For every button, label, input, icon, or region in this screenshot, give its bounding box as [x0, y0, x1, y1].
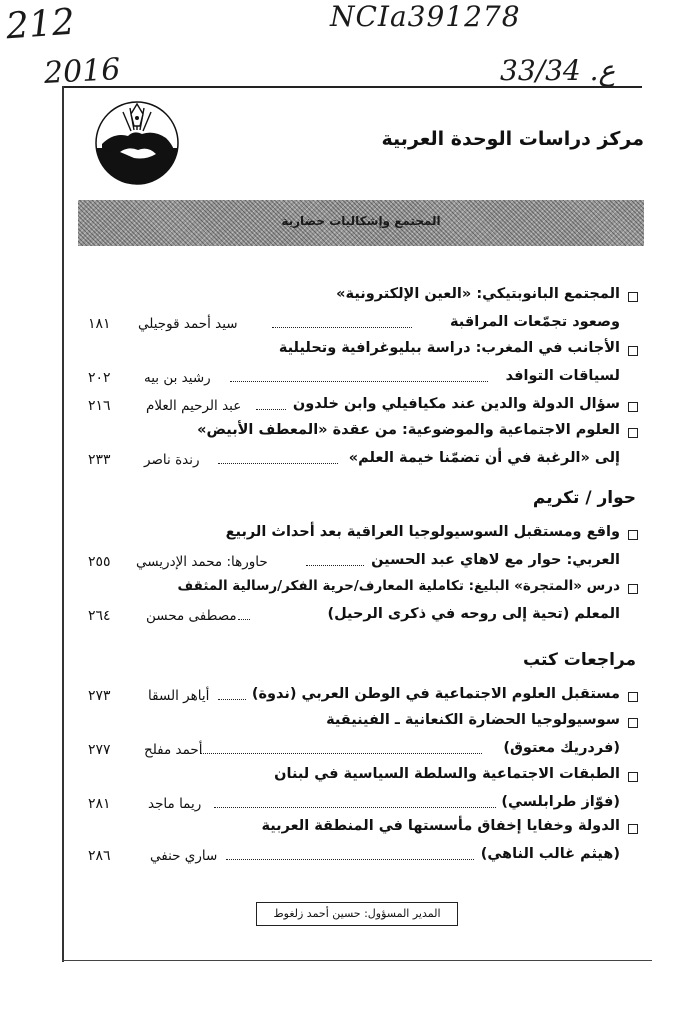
section-heading-book-reviews: مراجعات كتب: [523, 650, 636, 670]
toc-entry-author-of-book: (فردريك معتوق): [503, 740, 620, 756]
leader-dots: [256, 409, 286, 410]
square-bullet-icon: [628, 428, 638, 438]
toc-entry-page: ٢٨١: [88, 796, 111, 812]
toc-entry-title-continued: وصعود تجمّعات المراقبة: [450, 314, 620, 330]
top-rule: [62, 86, 642, 88]
toc-entry-title: المجتمع البانوبتيكي: «العين الإلكترونية»: [336, 286, 620, 302]
left-margin-rule: [62, 86, 64, 962]
editor-in-charge-box: المدير المسؤول: حسين أحمد زلغوط: [256, 902, 458, 926]
toc-entry-title: مستقبل العلوم الاجتماعية في الوطن العربي (ندوة): [251, 686, 620, 702]
handwritten-issue-number: ع. 33/34: [500, 54, 616, 87]
toc-entry-page: ١٨١: [88, 316, 111, 332]
toc-entry-author-of-book: (هيثم غالب الناهي): [480, 846, 620, 862]
toc-entry-page: ٢٣٣: [88, 452, 111, 468]
leader-dots: [272, 327, 412, 328]
section-heading-interview: حوار / تكريم: [532, 488, 636, 508]
toc-entry-author: عبد الرحيم العلام: [146, 398, 242, 414]
toc-entry-author: مصطفى محسن: [146, 608, 237, 624]
toc-entry-title: درس «المتجرة» البليغ: تكاملية المعارف/حرية الفكر/رسالية المثقف: [177, 578, 620, 594]
square-bullet-icon: [628, 292, 638, 302]
toc-entry-title: سؤال الدولة والدين عند مكيافيلي وابن خلدون: [292, 396, 620, 412]
square-bullet-icon: [628, 824, 638, 834]
toc-entry-page: ٢٠٢: [88, 370, 111, 386]
leader-dots: [238, 619, 250, 620]
toc-entry-author: أياهر السقا: [148, 688, 210, 704]
toc-entry-author: سيد أحمد قوجيلي: [138, 316, 238, 332]
toc-entry-title: واقع ومستقبل السوسيولوجيا العراقية بعد أحداث الربيع: [225, 524, 620, 540]
toc-entry-page: ٢٦٤: [88, 608, 111, 624]
leader-dots: [200, 753, 482, 754]
toc-entry-page: ٢٥٥: [88, 554, 111, 570]
leader-dots: [226, 859, 474, 860]
toc-entry-title: العلوم الاجتماعية والموضوعية: من عقدة «المعطف الأبيض»: [197, 422, 620, 438]
handwritten-year: 2016: [43, 52, 122, 91]
leader-dots: [230, 381, 488, 382]
square-bullet-icon: [628, 692, 638, 702]
toc-entry-author: ساري حنفي: [150, 848, 218, 864]
bottom-rule: [62, 960, 652, 961]
arab-unity-centre-logo-icon: [94, 100, 180, 186]
toc-entry-author: حاورها: محمد الإدريسي: [136, 554, 268, 570]
toc-entry-page: ٢٨٦: [88, 848, 111, 864]
toc-entry-page: ٢١٦: [88, 398, 111, 414]
leader-dots: [218, 463, 338, 464]
square-bullet-icon: [628, 718, 638, 728]
square-bullet-icon: [628, 772, 638, 782]
toc-entry-title: الأجانب في المغرب: دراسة ببليوغرافية وتحليلية: [278, 340, 620, 356]
toc-entry-title: سوسيولوجيا الحضارة الكنعانية ـ الفينيقية: [326, 712, 620, 728]
square-bullet-icon: [628, 584, 638, 594]
toc-entry-author: ريما ماجد: [148, 796, 202, 812]
square-bullet-icon: [628, 346, 638, 356]
toc-entry-title: الطبقات الاجتماعية والسلطة السياسية في لبنان: [274, 766, 620, 782]
square-bullet-icon: [628, 530, 638, 540]
toc-entry-author: أحمد مفلح: [144, 742, 203, 758]
leader-dots: [218, 699, 246, 700]
toc-entry-title-continued: لسياقات التوافد: [505, 368, 620, 384]
handwritten-number: 212: [4, 1, 77, 48]
square-bullet-icon: [628, 402, 638, 412]
publisher-name: مركز دراسات الوحدة العربية: [381, 128, 644, 150]
toc-entry-page: ٢٧٧: [88, 742, 111, 758]
toc-entry-author: رندة ناصر: [144, 452, 200, 468]
toc-entry-title: الدولة وخفايا إخفاق مأسستها في المنطقة العربية: [261, 818, 620, 834]
toc-entry-page: ٢٧٣: [88, 688, 111, 704]
handwritten-call-number: NCIa391278: [330, 0, 521, 33]
toc-entry-author-of-book: (فوّاز طرابلسي): [501, 794, 620, 810]
toc-entry-author: رشيد بن بيه: [144, 370, 211, 386]
leader-dots: [214, 807, 496, 808]
toc-entry-title-continued: المعلم (تحية إلى روحه في ذكرى الرحيل): [327, 606, 620, 622]
banner-title: المجتمع وإشكاليات حضارية: [281, 214, 441, 228]
leader-dots: [306, 565, 364, 566]
toc-entry-title-continued: إلى «الرغبة في أن تضمّنا خيمة العلم»: [348, 450, 620, 466]
toc-entry-title-continued: العربي: حوار مع لاهاي عبد الحسين: [371, 552, 620, 568]
section-banner: [78, 200, 644, 246]
